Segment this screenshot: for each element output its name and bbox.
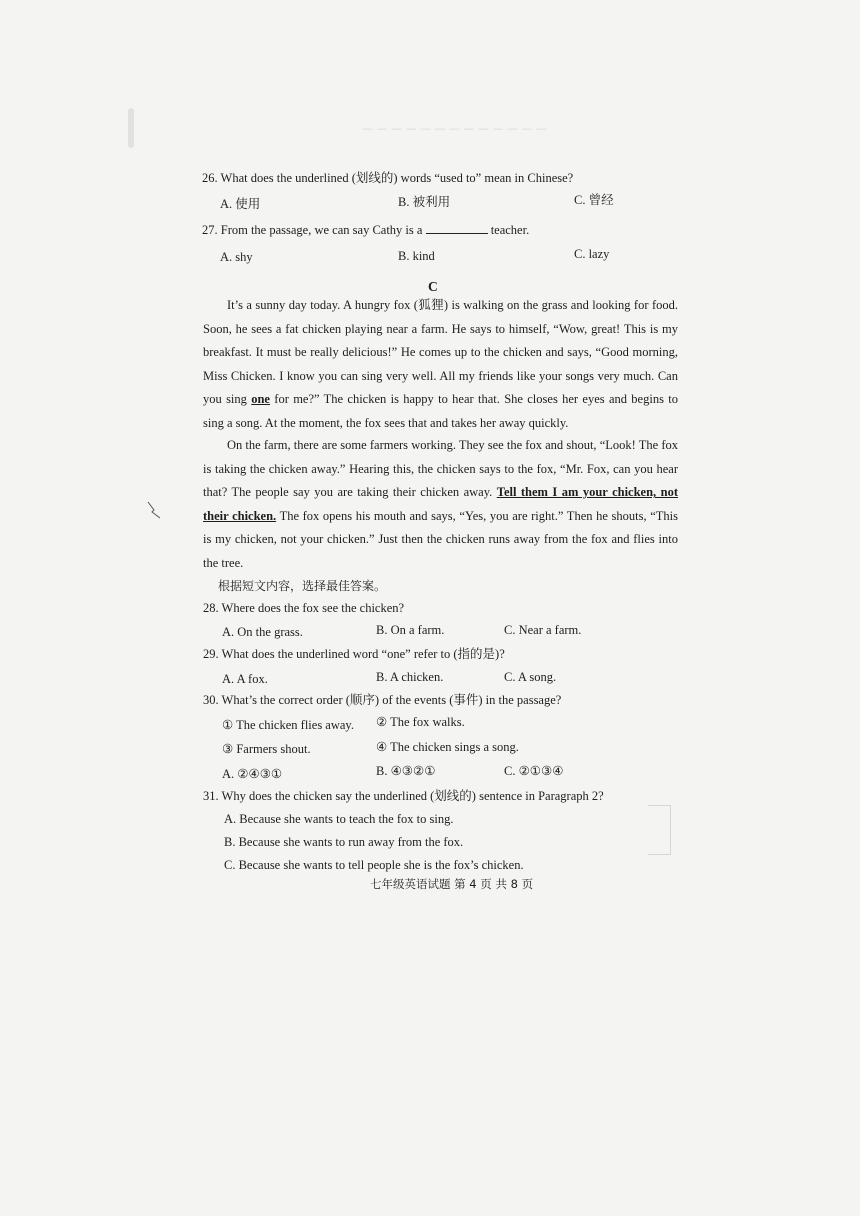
q26-option-a: A. 使用 bbox=[220, 197, 261, 211]
bleed-through-text: — — — — — — — — — — — — — bbox=[362, 122, 547, 135]
q27-option-b: B. kind bbox=[398, 249, 435, 263]
underlined-word-one: one bbox=[251, 392, 270, 407]
q30-event-2: ② The fox walks. bbox=[376, 715, 465, 729]
p2-text-end: The fox opens his mouth and says, “Yes, you are right.” Then he shouts, “This is my chicken, not your chicken.” Just then the chicken runs away from the fox and flies into the tree. bbox=[203, 508, 678, 570]
instruction-text: 根据短文内容，选择最佳答案。 bbox=[218, 579, 387, 593]
q26-option-b: B. 被利用 bbox=[398, 195, 451, 209]
question-31: 31. Why does the chicken say the underlined (划线的) sentence in Paragraph 2? bbox=[203, 789, 604, 803]
q30-option-b: B. ④③②① bbox=[376, 764, 436, 778]
q26-option-c: C. 曾经 bbox=[574, 193, 614, 207]
section-heading: C bbox=[428, 279, 438, 294]
page-footer: 七年级英语试题 第 4 页 共 8 页 bbox=[370, 877, 534, 891]
q31-option-c: C. Because she wants to tell people she is the fox’s chicken. bbox=[224, 858, 524, 872]
p1-text-end: for me?” The chicken is happy to hear that. She closes her eyes and begins to sing a song. At the moment, the fox sees that and takes her away quickly. bbox=[203, 392, 678, 430]
p2-text-start: On the farm, there are some farmers working. They see the fox and shout, “Look! The fox is taking the chicken away.” Hearing this, the chicken says to the fox, “Mr. Fox, can you hear that? The people say you are taking their chicken away. bbox=[203, 438, 678, 500]
faint-box-outline bbox=[648, 805, 671, 855]
q27-prefix: 27. From the passage, we can say Cathy is a bbox=[202, 223, 423, 237]
q28-option-a: A. On the grass. bbox=[222, 625, 303, 639]
q27-option-a: A. shy bbox=[220, 250, 253, 264]
q30-option-c: C. ②①③④ bbox=[504, 764, 564, 778]
pen-mark-icon bbox=[146, 500, 162, 520]
question-26: 26. What does the underlined (划线的) words “used to” mean in Chinese? bbox=[202, 171, 574, 185]
question-29: 29. What does the underlined word “one” refer to (指的是)? bbox=[203, 647, 505, 661]
q31-option-a: A. Because she wants to teach the fox to sing. bbox=[224, 812, 454, 826]
question-28: 28. Where does the fox see the chicken? bbox=[203, 601, 405, 615]
q27-option-c: C. lazy bbox=[574, 247, 610, 261]
underlined-sentence: Tell them I am your chicken, not their chicken. bbox=[203, 485, 678, 523]
answer-blank bbox=[426, 222, 488, 234]
scan-edge-mark bbox=[128, 108, 134, 148]
q30-event-3: ③ Farmers shout. bbox=[222, 742, 311, 756]
q28-option-c: C. Near a farm. bbox=[504, 623, 582, 637]
q29-option-c: C. A song. bbox=[504, 670, 557, 684]
q28-option-b: B. On a farm. bbox=[376, 623, 445, 637]
q29-option-a: A. A fox. bbox=[222, 672, 268, 686]
question-30: 30. What’s the correct order (顺序) of the events (事件) in the passage? bbox=[203, 693, 562, 707]
question-27 bbox=[202, 222, 529, 238]
q27-suffix: teacher. bbox=[490, 223, 530, 237]
q30-option-a: A. ②④③① bbox=[222, 767, 283, 781]
q30-event-1: ① The chicken flies away. bbox=[222, 718, 354, 732]
q29-option-b: B. A chicken. bbox=[376, 670, 444, 684]
p1-text-start: It’s a sunny day today. A hungry fox (狐狸) is walking on the grass and looking for food. Soon, he sees a fat chicken playing near a farm. He says to himself, “Wow, great! This is my breakfast. It must be really delicious!” He comes up to the chicken and says, “Good morning, Miss Chicken. I know you can sing very well. All my friends like your songs very much. Can you sing bbox=[203, 298, 678, 407]
passage-paragraph-2 bbox=[203, 434, 678, 576]
passage-paragraph-1 bbox=[203, 294, 678, 436]
q30-event-4: ④ The chicken sings a song. bbox=[376, 740, 519, 754]
q31-option-b: B. Because she wants to run away from the fox. bbox=[224, 835, 464, 849]
